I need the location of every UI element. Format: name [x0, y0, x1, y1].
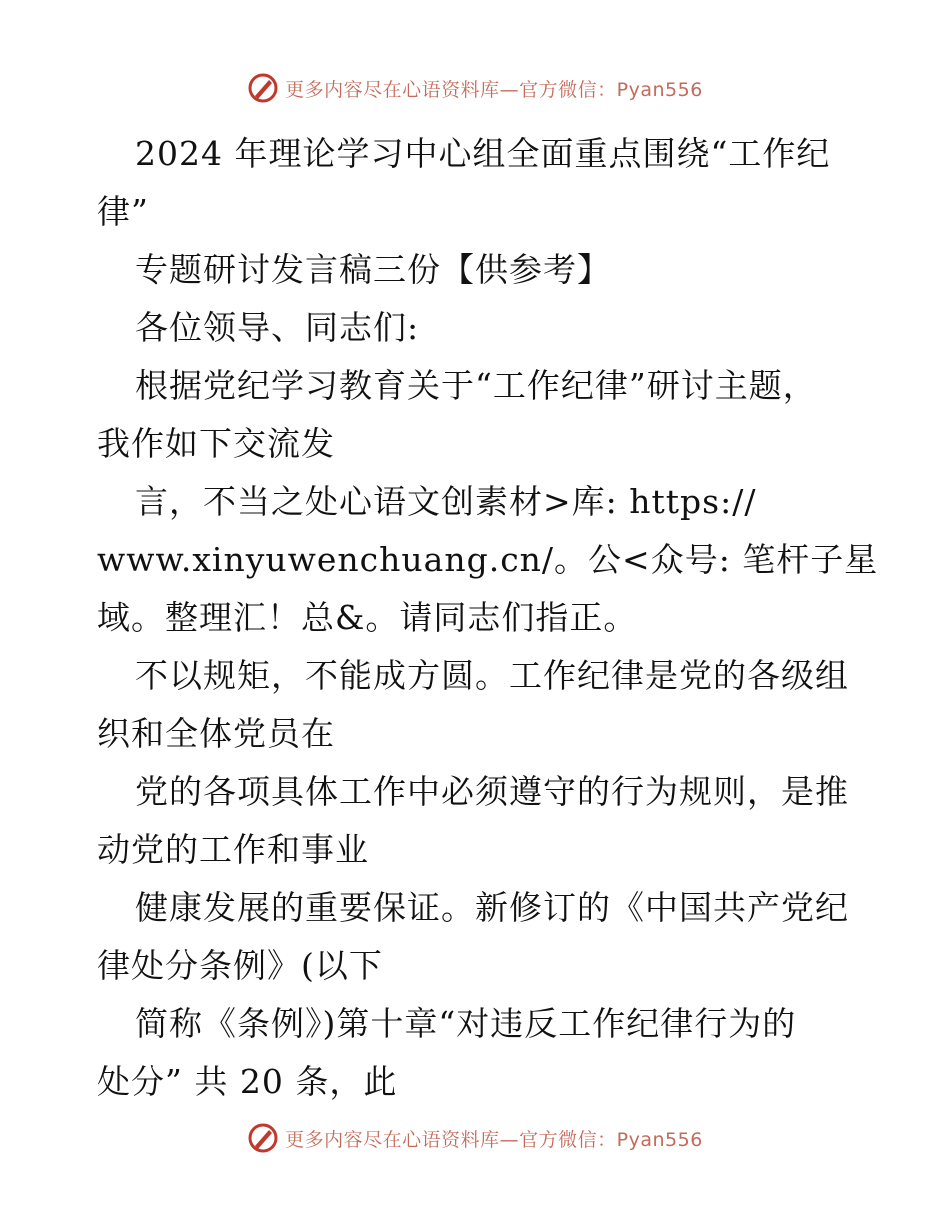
paragraph-line: 言，不当之处心语文创素材>库: https://	[135, 482, 757, 521]
paragraph-line: 不以规矩，不能成方圆。工作纪律是党的各级组	[135, 656, 849, 695]
brush-pen-logo-icon	[247, 72, 279, 104]
footer-banner	[0, 1122, 950, 1154]
paragraph-line: www.xinyuwenchuang.cn/。公<众号: 笔杆子星	[97, 540, 879, 579]
doc-title-line-1: 2024 年理论学习中心组全面重点围绕“工作纪	[135, 134, 831, 173]
paragraph-line: 动党的工作和事业	[97, 830, 369, 869]
paragraph-line: 根据党纪学习教育关于“工作纪律”研讨主题，	[135, 366, 817, 405]
paragraph-line: 简称《条例》)第十章“对违反工作纪律行为的	[135, 1004, 797, 1043]
doc-title-line-2: 律”	[97, 192, 149, 231]
header-banner-text: 更多内容尽在心语资料库—官方微信：Pyan556	[285, 78, 703, 101]
paragraph-line: 律处分条例》(以下	[97, 946, 383, 985]
greeting: 各位领导、同志们:	[135, 308, 420, 347]
paragraph-line: 处分” 共 20 条，此	[97, 1062, 398, 1101]
doc-subtitle: 专题研讨发言稿三份【供参考】	[135, 250, 611, 289]
brush-pen-logo-icon	[247, 1122, 279, 1154]
footer-banner-text: 更多内容尽在心语资料库—官方微信：Pyan556	[285, 1128, 703, 1151]
paragraph-line: 党的各项具体工作中必须遵守的行为规则，是推	[135, 772, 849, 811]
document-body	[97, 125, 879, 1111]
header-banner	[0, 72, 950, 104]
paragraph-line: 我作如下交流发	[97, 424, 335, 463]
paragraph-line: 域。整理汇！总&。请同志们指正。	[97, 598, 638, 637]
paragraph-line: 织和全体党员在	[97, 714, 335, 753]
paragraph-line: 健康发展的重要保证。新修订的《中国共产党纪	[135, 888, 849, 927]
